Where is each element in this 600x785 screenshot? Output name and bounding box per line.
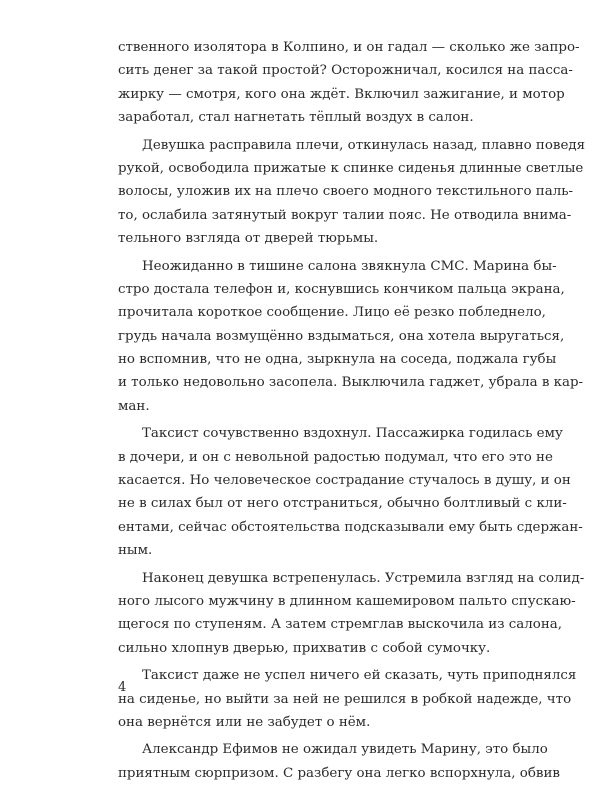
text-line: жирку — смотря, кого она ждёт. Включил зажигание, и мотор	[118, 86, 565, 102]
text-line: прочитала короткое сообщение. Лицо её резко побледнело,	[118, 305, 546, 321]
text-line: щегося по ступеням. А затем стремглав выскочила из салона,	[118, 617, 562, 633]
text-line: ного лысого мужчину в длинном кашемировом пальто спускаю-	[118, 593, 576, 609]
text-line: стро достала телефон и, коснувшись кончиком пальца экрана,	[118, 281, 565, 297]
text-line: тельного взгляда от дверей тюрьмы.	[118, 231, 379, 247]
text-line: ным.	[118, 543, 153, 559]
paragraph	[118, 422, 583, 562]
text-line: касается. Но человеческое сострадание стучалось в душу, и он	[118, 473, 571, 489]
text-line: ман.	[118, 398, 150, 414]
text-line: рукой, освободила прижатые к спинке сиденья длинные светлые	[118, 160, 584, 176]
text-line: Наконец девушка встрепенулась. Устремила взгляд на солид-	[142, 570, 585, 586]
text-line: но вспомнив, что не одна, зыркнула на соседа, поджала губы	[118, 352, 557, 368]
text-line: ентами, сейчас обстоятельства подсказывали ему быть сдержан-	[118, 519, 583, 535]
paragraph	[118, 738, 560, 785]
text-line: Таксист даже не успел ничего ей сказать, чуть приподнялся	[142, 668, 577, 684]
text-line: заработал, стал нагнетать тёплый воздух в салон.	[118, 110, 474, 126]
text-line: Неожиданно в тишине салона звякнула СМС. Марина бы-	[142, 258, 557, 274]
paragraph	[118, 134, 586, 251]
text-line: волосы, уложив их на плечо своего модного текстильного паль-	[118, 184, 574, 200]
text-line: она вернётся или не забудет о нём.	[118, 714, 371, 730]
text-line: грудь начала возмущённо вздыматься, она хотела выругаться,	[118, 328, 565, 344]
text-line: Девушка расправила плечи, откинулась назад, плавно поведя	[142, 137, 586, 153]
text-line: на сиденье, но выйти за ней не решился в робкой надежде, что	[118, 691, 572, 707]
page-text	[118, 36, 586, 785]
paragraph	[118, 664, 577, 734]
paragraph	[118, 255, 584, 419]
text-line: приятным сюрпризом. С разбегу она легко вспорхнула, обвив	[118, 765, 560, 781]
text-line: сить денег за такой простой? Осторожничал, косился на пасса-	[118, 63, 573, 79]
text-line: и только недовольно засопела. Выключила гаджет, убрала в кар-	[118, 375, 584, 391]
text-line: в дочери, и он с невольной радостью подумал, что его это не	[118, 449, 553, 465]
paragraph	[118, 36, 580, 130]
text-line: Таксист сочувственно вздохнул. Пассажирка годилась ему	[142, 426, 563, 442]
text-line: сильно хлопнув дверью, прихватив с собой сумочку.	[118, 640, 491, 656]
page-number: 4	[118, 680, 127, 695]
text-line: Александр Ефимов не ожидал увидеть Марину, это было	[142, 742, 548, 758]
text-line: ственного изолятора в Колпино, и он гадал — сколько же запро-	[118, 40, 580, 55]
text-line: не в силах был от него отстраниться, обычно болтливый с кли-	[118, 496, 567, 512]
text-line: то, ослабила затянутый вокруг талии пояс. Не отводила внима-	[118, 207, 572, 223]
paragraph	[118, 567, 585, 661]
